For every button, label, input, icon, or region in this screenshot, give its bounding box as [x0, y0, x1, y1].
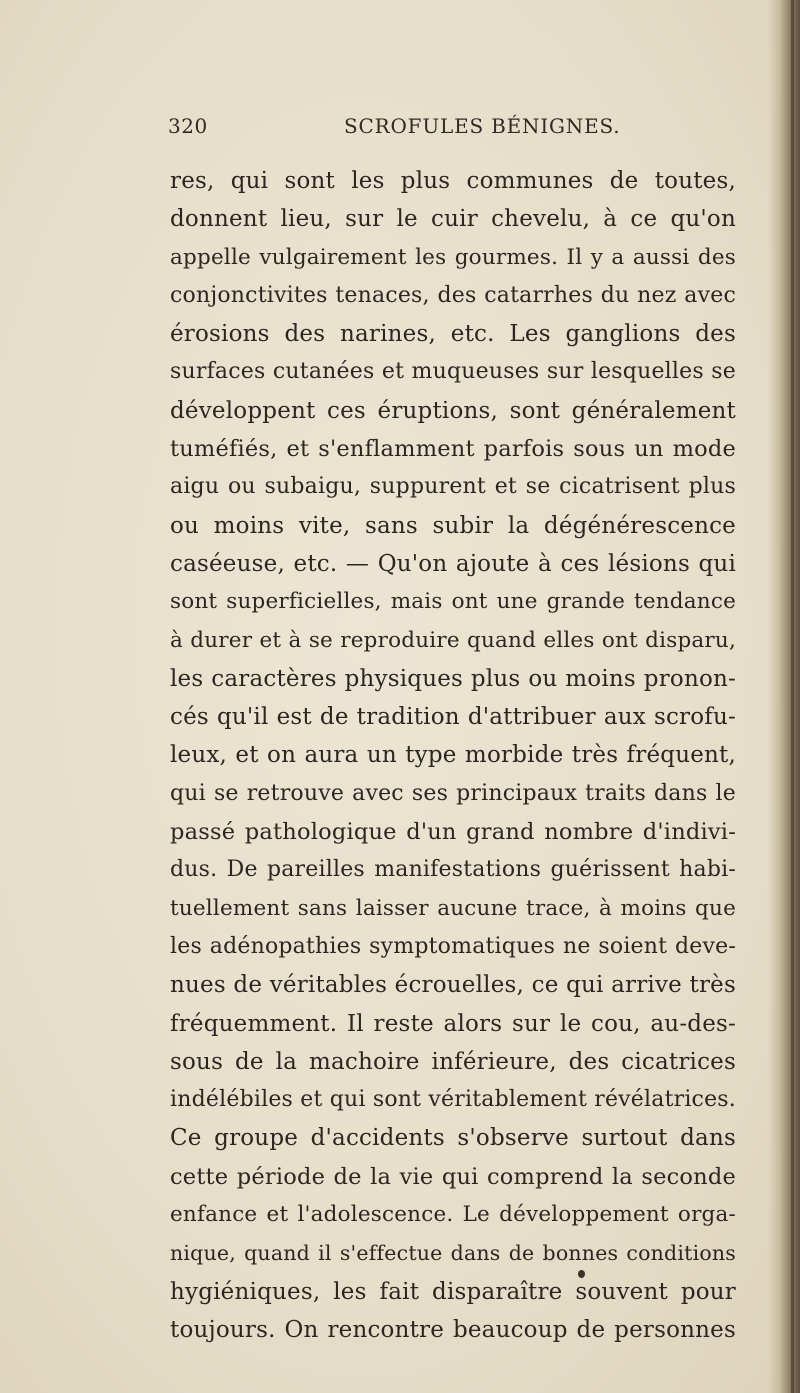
text-line: dus. De pareilles manifestations guérissent habi-	[170, 857, 736, 883]
text-line: les adénopathies symptomatiques ne soient deve-	[170, 933, 736, 959]
text-line: qui se retrouve avec ses principaux traits dans le	[170, 780, 736, 806]
text-line: tuellement sans laisser aucune trace, à moins que	[170, 895, 736, 921]
text-line: leux, et on aura un type morbide très fréquent,	[170, 742, 736, 769]
text-line: enfance et l'adolescence. Le développement orga-	[170, 1202, 736, 1228]
text-line: nues de véritables écrouelles, ce qui arrive très	[170, 972, 736, 999]
text-line: hygiéniques, les fait disparaître souvent pour	[170, 1278, 736, 1305]
text-line: aigu ou subaigu, suppurent et se cicatrisent plus	[170, 474, 736, 500]
text-line: ou moins vite, sans subir la dégénérescence	[170, 512, 736, 539]
text-line: cés qu'il est de tradition d'attribuer aux scrofu-	[170, 704, 736, 731]
text-line: à durer et à se reproduire quand elles ont disparu,	[170, 627, 736, 653]
text-line: Ce groupe d'accidents s'observe surtout dans	[170, 1125, 736, 1152]
ink-dot-mark	[578, 1270, 585, 1278]
page-header	[168, 114, 738, 144]
body-text	[170, 162, 736, 1349]
text-line: caséeuse, etc. — Qu'on ajoute à ces lésions qui	[170, 550, 736, 577]
text-line: tuméfiés, et s'enflamment parfois sous un mode	[170, 436, 736, 463]
text-line: fréquemment. Il reste alors sur le cou, au-des-	[170, 1010, 736, 1037]
text-line: sont superficielles, mais ont une grande tendance	[170, 589, 736, 615]
text-line: les caractères physiques plus ou moins pronon-	[170, 665, 736, 692]
text-line: développent ces éruptions, sont généralement	[170, 397, 736, 424]
text-line: passé pathologique d'un grand nombre d'indivi-	[170, 819, 736, 846]
text-line: surfaces cutanées et muqueuses sur lesquelles se	[170, 359, 736, 385]
text-line: nique, quand il s'effectue dans de bonnes conditions	[170, 1241, 736, 1266]
text-line: sous de la machoire inférieure, des cicatrices	[170, 1048, 736, 1075]
text-line: indélébiles et qui sont véritablement révélatrices.	[170, 1087, 736, 1113]
text-line: res, qui sont les plus communes de toutes,	[170, 168, 736, 194]
page-number: 320	[168, 114, 208, 138]
text-line: érosions des narines, etc. Les ganglions des	[170, 321, 736, 348]
text-line: conjonctivites tenaces, des catarrhes du nez avec	[170, 282, 736, 308]
text-line: donnent lieu, sur le cuir chevelu, à ce qu'on	[170, 206, 736, 233]
page-edge-shadow	[768, 0, 800, 1393]
running-title: SCROFULES BÉNIGNES.	[344, 114, 621, 138]
text-line: appelle vulgairement les gourmes. Il y a aussi des	[170, 244, 736, 270]
text-line: toujours. On rencontre beaucoup de personnes	[170, 1316, 736, 1343]
binding-edge	[791, 0, 794, 1393]
text-line: cette période de la vie qui comprend la seconde	[170, 1163, 736, 1190]
